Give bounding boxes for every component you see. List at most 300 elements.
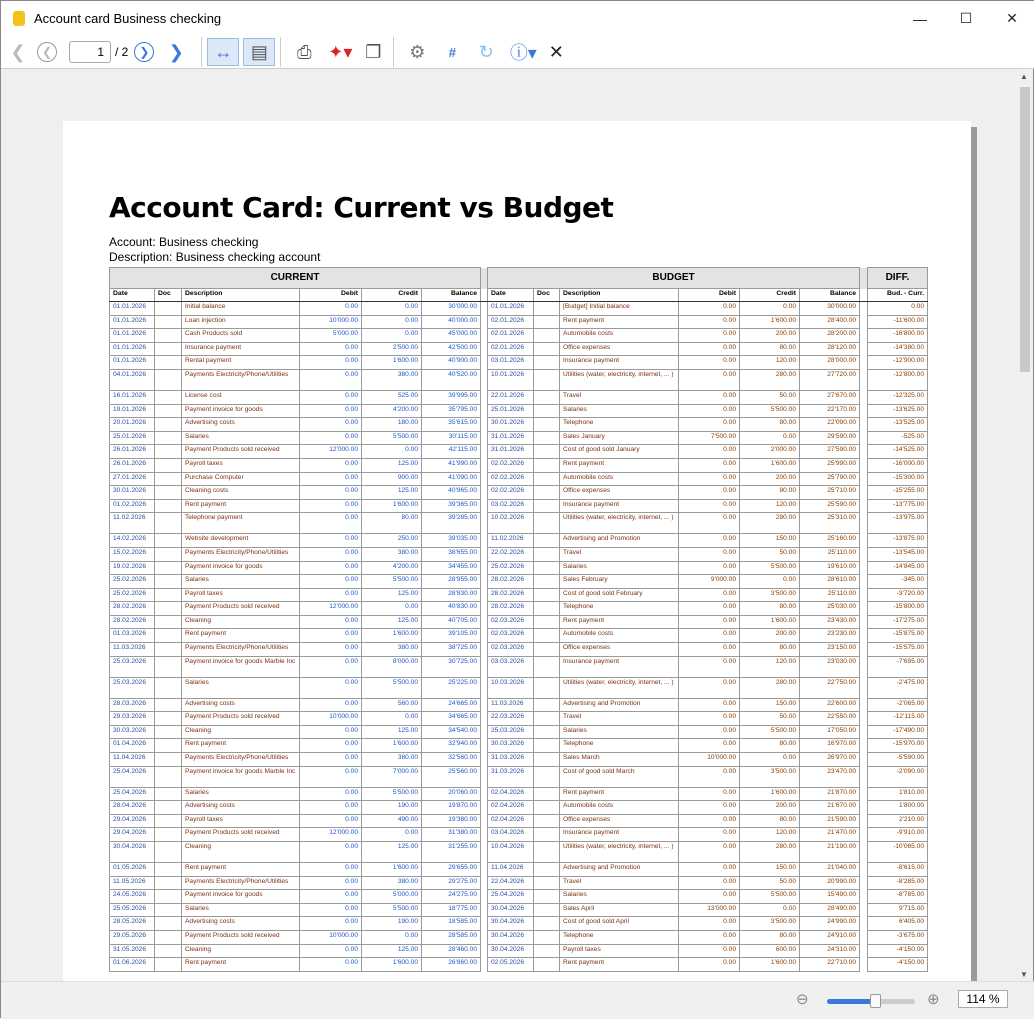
current-description-cell: Payment Products sold received [182, 445, 300, 459]
current-debit-cell: 0.00 [300, 903, 362, 917]
diff-cell: -15'300.00 [868, 472, 928, 486]
current-doc-cell [155, 814, 182, 828]
budget-doc-cell [534, 890, 560, 904]
current-doc-cell [155, 602, 182, 616]
current-description-cell: Salaries [182, 903, 300, 917]
diff-cell: -2'065.00 [868, 698, 928, 712]
budget-date-cell: 02.03.2026 [488, 643, 534, 657]
current-balance-cell: 38'725.00 [422, 643, 481, 657]
budget-description-cell: Office expenses [560, 643, 679, 657]
budget-col-debit: Debit [679, 289, 740, 302]
budget-col-description: Description [560, 289, 679, 302]
current-col-balance: Balance [422, 289, 481, 302]
vertical-scrollbar[interactable] [1017, 70, 1033, 981]
diff-cell: -13'975.00 [868, 513, 928, 534]
current-description-cell: Cleaning [182, 725, 300, 739]
budget-credit-cell: 50.00 [740, 712, 800, 726]
budget-doc-cell [534, 876, 560, 890]
help-icon[interactable]: ⓘ▾ [509, 43, 537, 63]
budget-balance-cell: 25'710.00 [800, 486, 860, 500]
current-description-cell: Payment Products sold received [182, 712, 300, 726]
current-balance-cell: 31'255.00 [422, 842, 481, 863]
current-date-cell: 28.04.2026 [110, 801, 155, 815]
column-gap [481, 863, 488, 877]
budget-debit-cell: 0.00 [679, 842, 740, 863]
diff-cell: 1'800.00 [868, 801, 928, 815]
page-number-input[interactable]: 1 [69, 41, 111, 63]
current-debit-cell: 12'000.00 [300, 828, 362, 842]
pdf-export-icon[interactable]: ✦▾ [328, 41, 353, 62]
column-gap [860, 863, 868, 877]
budget-debit-cell: 0.00 [679, 329, 740, 343]
scroll-up-icon[interactable]: ▲ [1020, 72, 1028, 81]
current-doc-cell [155, 766, 182, 787]
budget-debit-cell: 0.00 [679, 712, 740, 726]
column-gap [481, 753, 488, 767]
budget-credit-cell: 280.00 [740, 677, 800, 698]
table-row [110, 917, 928, 931]
current-date-cell: 01.01.2026 [110, 329, 155, 343]
current-date-cell: 01.04.2026 [110, 739, 155, 753]
budget-doc-cell [534, 842, 560, 863]
budget-description-cell: Salaries [560, 561, 679, 575]
zoom-out-icon[interactable]: ⊖ [796, 991, 809, 1008]
current-debit-cell: 0.00 [300, 944, 362, 958]
diff-cell: -345.00 [868, 575, 928, 589]
column-gap [481, 547, 488, 561]
zoom-slider-fill [827, 999, 875, 1004]
current-description-cell: Rent payment [182, 499, 300, 513]
close-window-button[interactable]: ✕ [1006, 10, 1018, 26]
column-gap [860, 677, 868, 698]
diff-cell: -10'065.00 [868, 842, 928, 863]
budget-balance-cell: 22'550.00 [800, 712, 860, 726]
close-preview-icon[interactable]: ✕ [548, 41, 564, 62]
page-number-format-icon[interactable]: # [448, 44, 456, 60]
column-gap [860, 753, 868, 767]
current-doc-cell [155, 698, 182, 712]
budget-debit-cell: 0.00 [679, 472, 740, 486]
table-row [110, 842, 928, 863]
column-gap [860, 472, 868, 486]
budget-credit-cell: 1'600.00 [740, 787, 800, 801]
current-description-cell: Website development [182, 534, 300, 548]
table-row [110, 588, 928, 602]
budget-debit-cell: 0.00 [679, 534, 740, 548]
section-current: CURRENT [110, 268, 481, 289]
table-row [110, 342, 928, 356]
current-date-cell: 11.05.2026 [110, 876, 155, 890]
budget-description-cell: Utilities (water, electricity, internet, ... ) [560, 677, 679, 698]
current-col-description: Description [182, 289, 300, 302]
diff-col-header: Bud. - Curr. [868, 289, 928, 302]
zoom-in-icon[interactable]: ⊕ [927, 991, 940, 1008]
budget-description-cell: Salaries [560, 890, 679, 904]
table-row [110, 486, 928, 500]
table-row [110, 643, 928, 657]
current-doc-cell [155, 575, 182, 589]
current-description-cell: License cost [182, 390, 300, 404]
settings-gear-icon[interactable]: ⚙ [409, 41, 426, 62]
column-gap [860, 876, 868, 890]
budget-doc-cell [534, 390, 560, 404]
current-debit-cell: 0.00 [300, 302, 362, 316]
budget-date-cell: 30.01.2026 [488, 418, 534, 432]
budget-balance-cell: 21'040.00 [800, 863, 860, 877]
minimize-button[interactable]: — [913, 10, 927, 27]
budget-date-cell: 11.02.2026 [488, 534, 534, 548]
current-debit-cell: 0.00 [300, 575, 362, 589]
table-row [110, 418, 928, 432]
budget-date-cell: 25.03.2026 [488, 725, 534, 739]
budget-doc-cell [534, 766, 560, 787]
current-debit-cell: 0.00 [300, 588, 362, 602]
column-gap [481, 534, 488, 548]
budget-date-cell: 02.04.2026 [488, 801, 534, 815]
diff-cell: -15'255.00 [868, 486, 928, 500]
current-doc-cell [155, 431, 182, 445]
budget-balance-cell: 17'050.00 [800, 725, 860, 739]
current-balance-cell: 41'990.00 [422, 458, 481, 472]
window-title: Account card Business checking [34, 11, 222, 26]
budget-date-cell: 30.03.2026 [488, 739, 534, 753]
current-credit-cell: 125.00 [362, 842, 422, 863]
column-gap [481, 499, 488, 513]
budget-date-cell: 10.03.2026 [488, 677, 534, 698]
previous-page-icon[interactable]: ❮ [37, 42, 57, 62]
current-description-cell: Payment invoice for goods [182, 404, 300, 418]
current-date-cell: 25.04.2026 [110, 766, 155, 787]
budget-description-cell: Sales February [560, 575, 679, 589]
app-icon [13, 11, 25, 26]
zoom-slider[interactable] [827, 999, 915, 1004]
budget-description-cell: Insurance payment [560, 356, 679, 370]
current-balance-cell: 32'940.00 [422, 739, 481, 753]
column-gap [481, 917, 488, 931]
page-total: / 2 [115, 45, 129, 59]
budget-doc-cell [534, 712, 560, 726]
budget-credit-cell: 50.00 [740, 547, 800, 561]
budget-doc-cell [534, 486, 560, 500]
current-date-cell: 04.01.2026 [110, 369, 155, 390]
title-bar [1, 1, 1034, 36]
budget-debit-cell: 0.00 [679, 828, 740, 842]
current-col-date: Date [110, 289, 155, 302]
budget-date-cell: 02.02.2026 [488, 472, 534, 486]
column-gap [860, 725, 868, 739]
current-doc-cell [155, 863, 182, 877]
budget-date-cell: 30.04.2026 [488, 917, 534, 931]
diff-cell: 2'210.00 [868, 814, 928, 828]
current-debit-cell: 0.00 [300, 753, 362, 767]
current-credit-cell: 380.00 [362, 753, 422, 767]
column-gap [860, 801, 868, 815]
current-doc-cell [155, 876, 182, 890]
column-gap [860, 903, 868, 917]
budget-debit-cell: 10'000.00 [679, 753, 740, 767]
current-credit-cell: 5'000.00 [362, 890, 422, 904]
budget-doc-cell [534, 828, 560, 842]
current-balance-cell: 24'665.00 [422, 698, 481, 712]
current-doc-cell [155, 315, 182, 329]
current-description-cell: Rent payment [182, 739, 300, 753]
current-doc-cell [155, 739, 182, 753]
current-doc-cell [155, 903, 182, 917]
first-page-icon[interactable]: ❮ [10, 41, 26, 62]
current-debit-cell: 12'000.00 [300, 445, 362, 459]
current-doc-cell [155, 930, 182, 944]
budget-doc-cell [534, 602, 560, 616]
budget-description-cell: Sales January [560, 431, 679, 445]
budget-credit-cell: 80.00 [740, 342, 800, 356]
current-credit-cell: 5'500.00 [362, 787, 422, 801]
column-gap [481, 289, 488, 302]
budget-debit-cell: 0.00 [679, 602, 740, 616]
budget-balance-cell: 26'970.00 [800, 753, 860, 767]
current-date-cell: 25.03.2026 [110, 677, 155, 698]
column-gap [481, 588, 488, 602]
table-row [110, 369, 928, 390]
current-credit-cell: 125.00 [362, 486, 422, 500]
budget-date-cell: 02.04.2026 [488, 787, 534, 801]
current-date-cell: 11.03.2026 [110, 643, 155, 657]
table-row [110, 903, 928, 917]
diff-cell: -8'615.00 [868, 863, 928, 877]
current-date-cell: 27.01.2026 [110, 472, 155, 486]
current-balance-cell: 40'000.00 [422, 315, 481, 329]
column-gap [481, 315, 488, 329]
current-date-cell: 28.02.2026 [110, 615, 155, 629]
current-credit-cell: 250.00 [362, 534, 422, 548]
table-row [110, 876, 928, 890]
column-gap [860, 890, 868, 904]
budget-balance-cell: 25'110.00 [800, 588, 860, 602]
current-credit-cell: 2'500.00 [362, 342, 422, 356]
budget-credit-cell: 5'500.00 [740, 404, 800, 418]
current-description-cell: Salaries [182, 787, 300, 801]
table-row [110, 390, 928, 404]
budget-balance-cell: 25'310.00 [800, 513, 860, 534]
current-description-cell: Advertising costs [182, 698, 300, 712]
current-date-cell: 01.05.2026 [110, 863, 155, 877]
current-date-cell: 28.05.2026 [110, 917, 155, 931]
current-credit-cell: 7'000.00 [362, 766, 422, 787]
current-debit-cell: 0.00 [300, 698, 362, 712]
current-credit-cell: 80.00 [362, 513, 422, 534]
diff-cell: -13'875.00 [868, 534, 928, 548]
budget-doc-cell [534, 629, 560, 643]
current-balance-cell: 18'585.00 [422, 917, 481, 931]
current-balance-cell: 29'655.00 [422, 863, 481, 877]
diff-cell: -14'845.00 [868, 561, 928, 575]
fit-page-icon[interactable]: ▤ [243, 38, 275, 66]
current-description-cell: Payment Products sold received [182, 828, 300, 842]
current-credit-cell: 1'600.00 [362, 356, 422, 370]
current-debit-cell: 0.00 [300, 615, 362, 629]
current-date-cell: 31.05.2026 [110, 944, 155, 958]
next-page-icon[interactable]: ❯ [134, 42, 154, 62]
current-doc-cell [155, 302, 182, 316]
budget-description-cell: Cost of good sold April [560, 917, 679, 931]
current-debit-cell: 0.00 [300, 677, 362, 698]
current-debit-cell: 0.00 [300, 342, 362, 356]
budget-balance-cell: 28'120.00 [800, 342, 860, 356]
budget-doc-cell [534, 656, 560, 677]
budget-credit-cell: 0.00 [740, 431, 800, 445]
column-gap [860, 534, 868, 548]
budget-description-cell: Travel [560, 390, 679, 404]
budget-credit-cell: 2'000.00 [740, 445, 800, 459]
budget-date-cell: 02.04.2026 [488, 814, 534, 828]
budget-balance-cell: 24'910.00 [800, 930, 860, 944]
budget-date-cell: 25.02.2026 [488, 561, 534, 575]
maximize-button[interactable]: ☐ [959, 10, 973, 26]
current-date-cell: 25.02.2026 [110, 588, 155, 602]
zoom-slider-knob[interactable] [870, 994, 881, 1008]
table-row [110, 787, 928, 801]
current-debit-cell: 0.00 [300, 458, 362, 472]
budget-date-cell: 28.02.2026 [488, 588, 534, 602]
diff-cell: -12'800.00 [868, 369, 928, 390]
print-icon[interactable]: ⎙ [297, 41, 312, 62]
budget-balance-cell: 22'710.00 [800, 958, 860, 972]
budget-date-cell: 31.01.2026 [488, 445, 534, 459]
budget-description-cell: Automobile costs [560, 801, 679, 815]
budget-balance-cell: 28'490.00 [800, 903, 860, 917]
budget-description-cell: Advertising and Promotion [560, 534, 679, 548]
budget-doc-cell [534, 458, 560, 472]
budget-date-cell: 03.04.2026 [488, 828, 534, 842]
budget-balance-cell: 21'590.00 [800, 814, 860, 828]
budget-credit-cell: 1'600.00 [740, 315, 800, 329]
table-row [110, 445, 928, 459]
current-balance-cell: 39'365.00 [422, 499, 481, 513]
print-preview-area [3, 70, 1017, 981]
diff-cell: -16'800.00 [868, 329, 928, 343]
table-row [110, 828, 928, 842]
budget-debit-cell: 0.00 [679, 917, 740, 931]
current-credit-cell: 125.00 [362, 944, 422, 958]
current-credit-cell: 180.00 [362, 418, 422, 432]
budget-description-cell: Automobile costs [560, 472, 679, 486]
budget-debit-cell: 0.00 [679, 814, 740, 828]
table-row [110, 561, 928, 575]
current-balance-cell: 25'560.00 [422, 766, 481, 787]
current-description-cell: Purchase Computer [182, 472, 300, 486]
budget-credit-cell: 80.00 [740, 814, 800, 828]
scroll-down-icon[interactable]: ▼ [1020, 970, 1028, 979]
current-description-cell: Payroll taxes [182, 814, 300, 828]
budget-credit-cell: 3'500.00 [740, 588, 800, 602]
current-col-credit: Credit [362, 289, 422, 302]
current-debit-cell: 0.00 [300, 472, 362, 486]
column-gap [860, 958, 868, 972]
current-date-cell: 25.05.2026 [110, 903, 155, 917]
budget-debit-cell: 0.00 [679, 643, 740, 657]
table-row [110, 302, 928, 316]
budget-credit-cell: 5'500.00 [740, 561, 800, 575]
current-description-cell: Loan injection [182, 315, 300, 329]
column-gap [481, 842, 488, 863]
current-debit-cell: 0.00 [300, 534, 362, 548]
current-description-cell: Cleaning [182, 615, 300, 629]
current-credit-cell: 190.00 [362, 917, 422, 931]
column-gap [481, 643, 488, 657]
budget-credit-cell: 120.00 [740, 656, 800, 677]
budget-credit-cell: 5'500.00 [740, 890, 800, 904]
budget-debit-cell: 0.00 [679, 588, 740, 602]
budget-balance-cell: 21'190.00 [800, 842, 860, 863]
budget-debit-cell: 0.00 [679, 677, 740, 698]
current-doc-cell [155, 828, 182, 842]
budget-credit-cell: 200.00 [740, 329, 800, 343]
budget-credit-cell: 1'600.00 [740, 615, 800, 629]
current-balance-cell: 40'520.00 [422, 369, 481, 390]
diff-cell: -12'900.00 [868, 356, 928, 370]
budget-doc-cell [534, 801, 560, 815]
current-balance-cell: 19'870.00 [422, 801, 481, 815]
budget-balance-cell: 24'310.00 [800, 944, 860, 958]
current-debit-cell: 0.00 [300, 890, 362, 904]
section-diff: DIFF. [868, 268, 928, 289]
fit-width-icon[interactable]: ↔ [207, 38, 239, 66]
budget-description-cell: Payroll taxes [560, 944, 679, 958]
column-gap [481, 677, 488, 698]
column-gap [860, 342, 868, 356]
current-description-cell: Cleaning costs [182, 486, 300, 500]
column-gap [860, 458, 868, 472]
current-credit-cell: 380.00 [362, 547, 422, 561]
zoom-level-input[interactable]: 114 % [958, 990, 1008, 1008]
current-doc-cell [155, 418, 182, 432]
current-doc-cell [155, 615, 182, 629]
budget-doc-cell [534, 404, 560, 418]
account-card-table [109, 267, 928, 972]
scrollbar-thumb[interactable] [1020, 87, 1030, 372]
budget-credit-cell: 280.00 [740, 513, 800, 534]
budget-description-cell: Advertising and Promotion [560, 698, 679, 712]
budget-doc-cell [534, 643, 560, 657]
copy-icon[interactable]: ❐ [365, 41, 382, 62]
budget-date-cell: 02.01.2026 [488, 315, 534, 329]
diff-cell: -3'675.00 [868, 930, 928, 944]
budget-date-cell: 03.03.2026 [488, 656, 534, 677]
current-date-cell: 01.01.2026 [110, 302, 155, 316]
budget-debit-cell: 0.00 [679, 944, 740, 958]
budget-description-cell: Rent payment [560, 315, 679, 329]
current-date-cell: 20.01.2026 [110, 418, 155, 432]
current-doc-cell [155, 369, 182, 390]
column-gap [860, 842, 868, 863]
current-credit-cell: 0.00 [362, 302, 422, 316]
last-page-icon[interactable]: ❯ [168, 41, 184, 62]
current-debit-cell: 0.00 [300, 801, 362, 815]
current-date-cell: 28.03.2026 [110, 698, 155, 712]
current-description-cell: Salaries [182, 677, 300, 698]
current-col-debit: Debit [300, 289, 362, 302]
budget-date-cell: 31.03.2026 [488, 766, 534, 787]
budget-date-cell: 02.01.2026 [488, 329, 534, 343]
budget-date-cell: 22.01.2026 [488, 390, 534, 404]
table-row [110, 431, 928, 445]
refresh-icon[interactable]: ↻ [478, 41, 494, 62]
column-gap [860, 356, 868, 370]
current-doc-cell [155, 486, 182, 500]
budget-debit-cell: 0.00 [679, 656, 740, 677]
budget-description-cell: Office expenses [560, 486, 679, 500]
table-row [110, 656, 928, 677]
column-gap [481, 342, 488, 356]
